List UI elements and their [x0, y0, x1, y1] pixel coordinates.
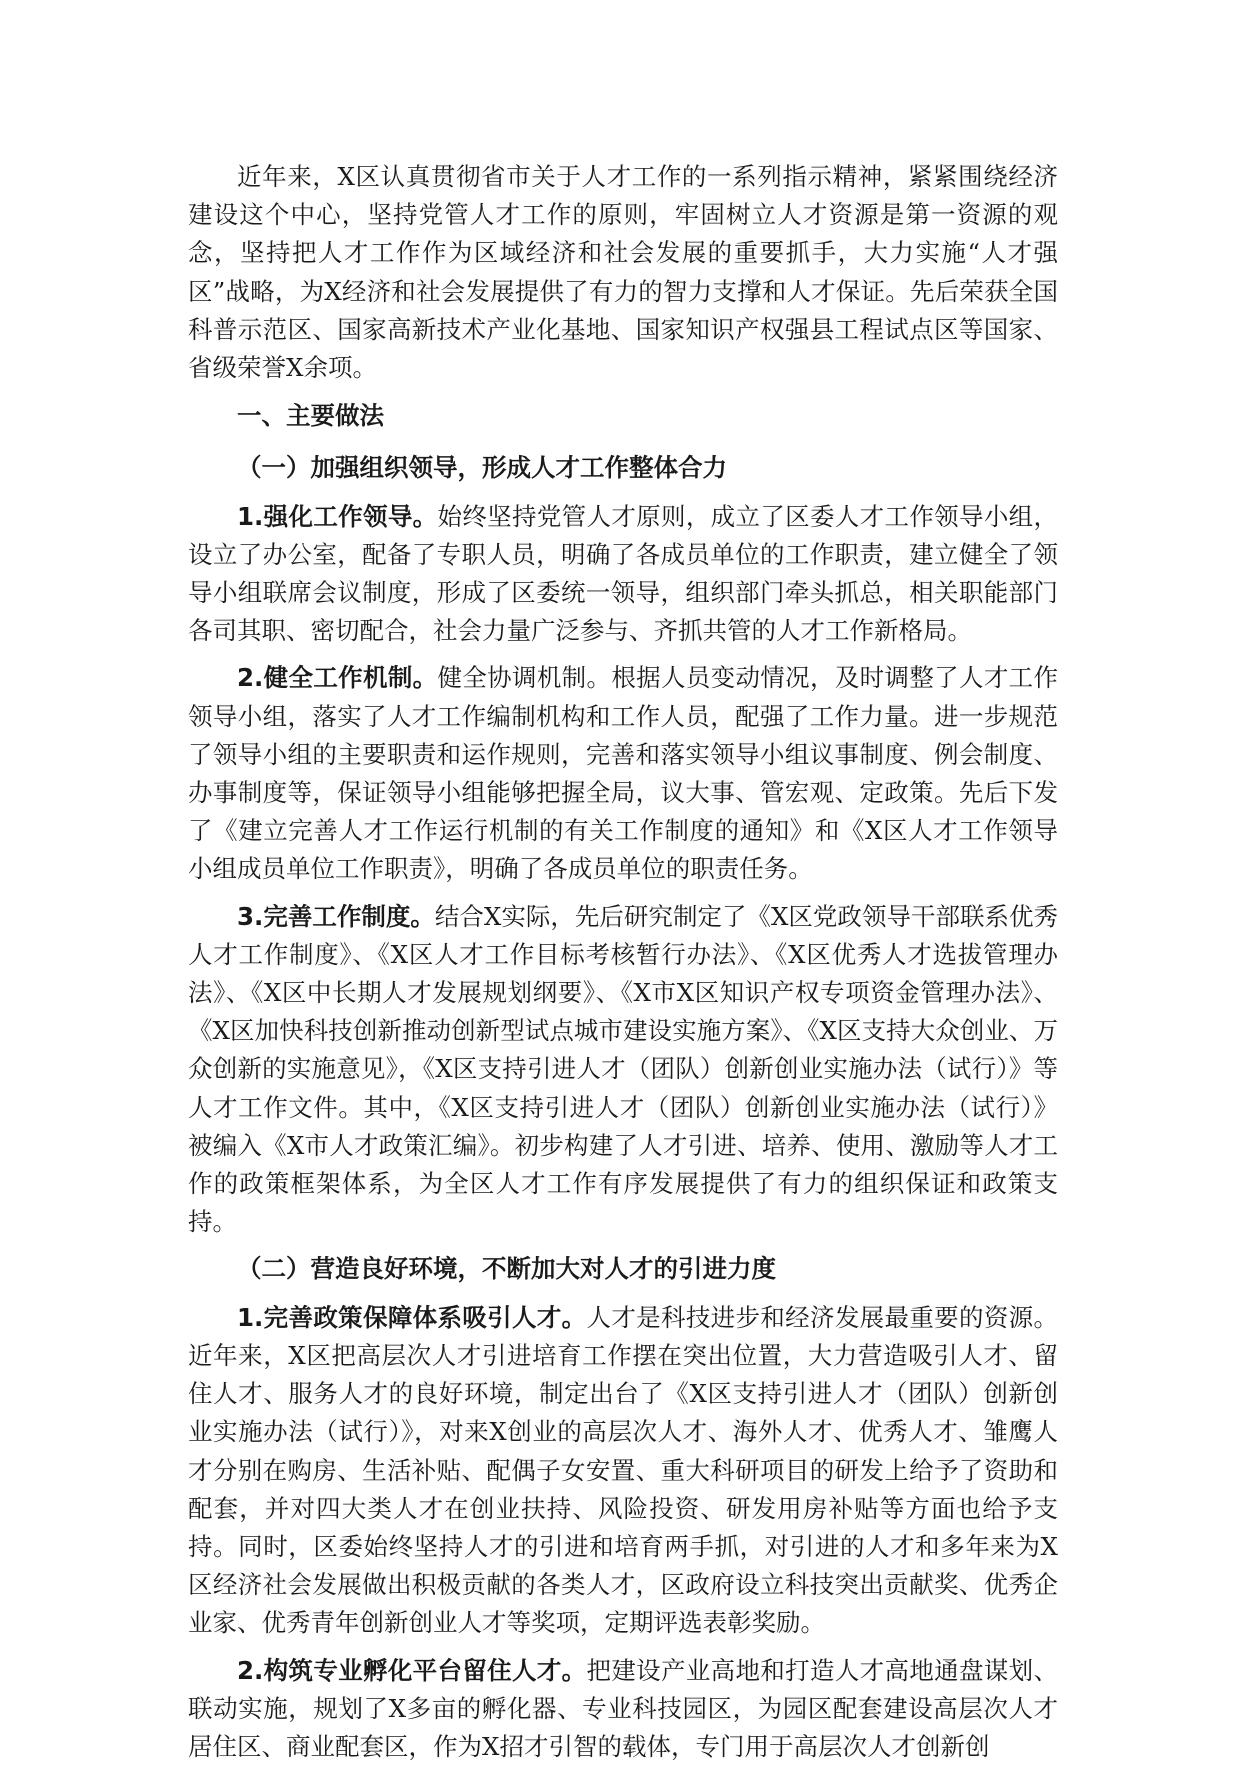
paragraph-lead: 1.完善政策保障体系吸引人才。: [237, 1302, 587, 1332]
paragraph-incubation-retain: [188, 1652, 1058, 1767]
paragraph-improve-system: [188, 898, 1058, 1242]
paragraph-lead: 3.完善工作制度。: [237, 901, 435, 931]
intro-paragraph: 近年来，X区认真贯彻省市关于人才工作的一系列指示精神，紧紧围绕经济建设这个中心，坚持党管人才工作的原则，牢固树立人才资源是第一资源的观念，坚持把人才工作作为区域经济和社会发展的重要抓手，大力实施“人才强区”战略，为X经济和社会发展提供了有力的智力支撑和人才保证。先后荣获全国科普示范区、国家高新技术产业化基地、国家知识产权强县工程试点区等国家、省级荣誉X余项。: [188, 162, 1058, 383]
paragraph-lead: 2.健全工作机制。: [237, 663, 438, 693]
paragraph-strengthen-leadership: [188, 498, 1058, 651]
paragraph-body: 把建设产业高地和打造人才高地通盘谋划、联动实施，规划了X多亩的孵化器、专业科技园区，为园区配套建设高层次人才居住区、商业配套区，作为X招才引智的载体，专门用于高层次人才创新创: [188, 1655, 1058, 1761]
paragraph-body: 始终坚持党管人才原则，成立了区委人才工作领导小组，设立了办公室，配备了专职人员，明确了各成员单位的工作职责，建立健全了领导小组联席会议制度，形成了区委统一领导，组织部门牵头抓总，相关职能部门各司其职、密切配合，社会力量广泛参与、齐抓共管的人才工作新格局。: [188, 501, 1058, 646]
paragraph-improve-mechanism: [188, 659, 1058, 888]
paragraph-lead: 2.构筑专业孵化平台留住人才。: [237, 1655, 587, 1685]
subsection-heading-1: （一）加强组织领导，形成人才工作整体合力: [237, 453, 727, 483]
paragraph-body: 健全协调机制。根据人员变动情况，及时调整了人才工作领导小组，落实了人才工作编制机构和工作人员，配强了工作力量。进一步规范了领导小组的主要职责和运作规则，完善和落实领导小组议事制度、例会制度、办事制度等，保证领导小组能够把握全局，议大事、管宏观、定政策。先后下发了《建立完善人才工作运行机制的有关工作制度的通知》和《X区人才工作领导小组成员单位工作职责》，明确了各成员单位的职责任务。: [188, 663, 1058, 884]
section-heading-main-practices: 一、主要做法: [237, 401, 384, 431]
paragraph-lead: 1.强化工作领导。: [237, 501, 438, 531]
paragraph-body: 人才是科技进步和经济发展最重要的资源。近年来，X区把高层次人才引进培育工作摆在突出位置，大力营造吸引人才、留住人才、服务人才的良好环境，制定出台了《X区支持引进人才（团队）创新创业实施办法（试行）》，对来X创业的高层次人才、海外人才、优秀人才、雏鹰人才分别在购房、生活补贴、配偶子女安置、重大科研项目的研发上给予了资助和配套，并对四大类人才在创业扶持、风险投资、研发用房补贴等方面也给予支持。同时，区委始终坚持人才的引进和培育两手抓，对引进的人才和多年来为X区经济社会发展做出积极贡献的各类人才，区政府设立科技突出贡献奖、优秀企业家、优秀青年创新创业人才等奖项，定期评选表彰奖励。: [188, 1302, 1058, 1638]
paragraph-body: 结合X实际，先后研究制定了《X区党政领导干部联系优秀人才工作制度》、《X区人才工作目标考核暂行办法》、《X区优秀人才选拔管理办法》、《X区中长期人才发展规划纲要》、《X市X区知识产权专项资金管理办法》、《X区加快科技创新推动创新型试点城市建设实施方案》、《X区支持大众创业、万众创新的实施意见》，《X区支持引进人才（团队）创新创业实施办法（试行）》等人才工作文件。其中，《X区支持引进人才（团队）创新创业实施办法（试行）》被编入《X市人才政策汇编》。初步构建了人才引进、培养、使用、激励等人才工作的政策框架体系，为全区人才工作有序发展提供了有力的组织保证和政策支持。: [188, 901, 1058, 1237]
document-body: [188, 158, 1058, 1775]
paragraph-policy-attract: [188, 1299, 1058, 1643]
subsection-heading-2: （二）营造良好环境，不断加大对人才的引进力度: [237, 1254, 776, 1284]
